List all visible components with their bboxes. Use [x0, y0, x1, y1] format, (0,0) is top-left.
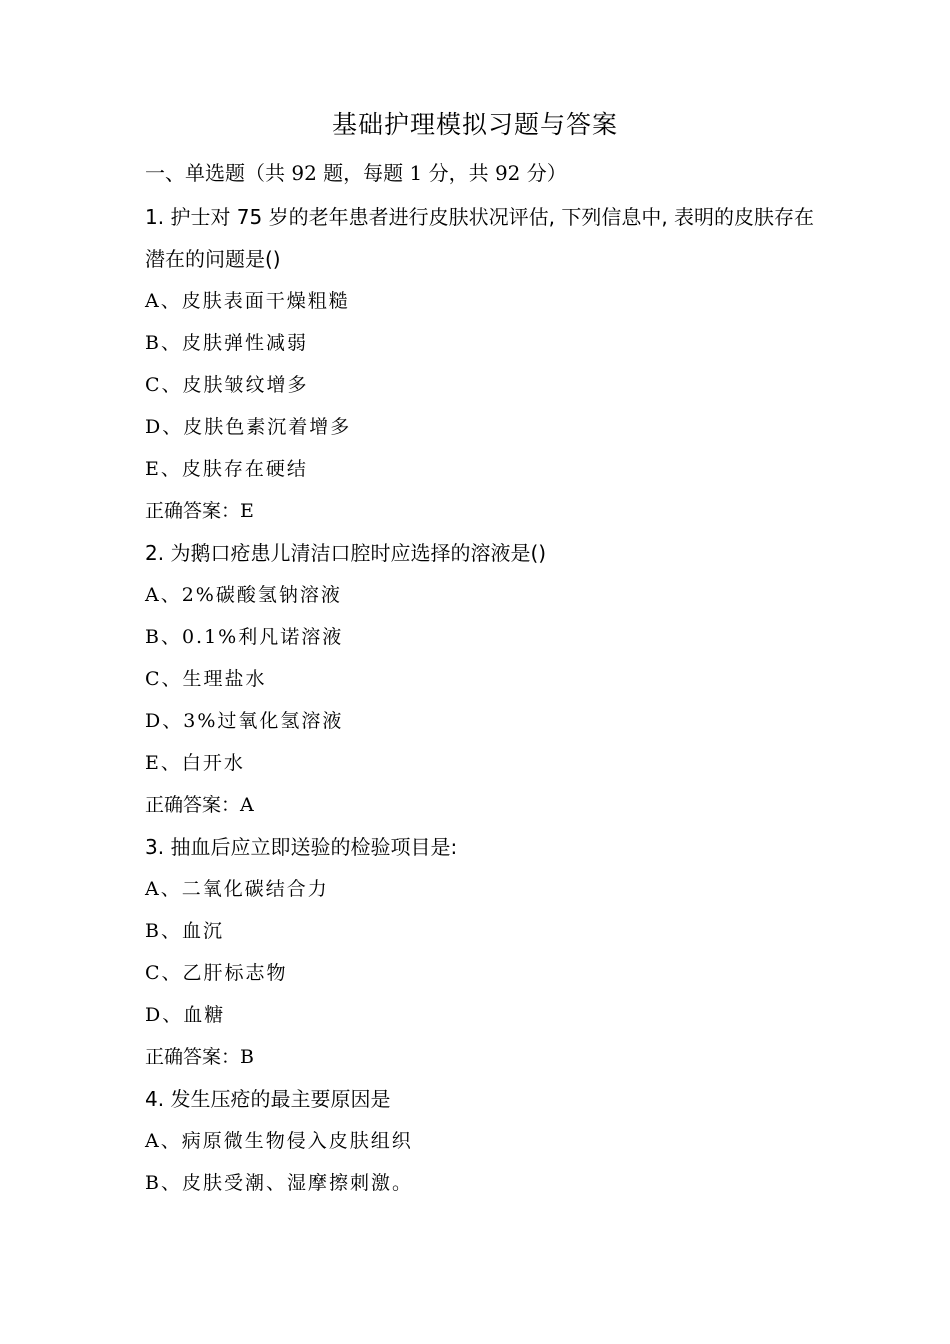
- option-b: B、皮肤受潮、湿摩擦刺激。: [145, 1172, 413, 1194]
- option-a: A、病原微生物侵入皮肤组织: [145, 1130, 413, 1152]
- correct-answer: 正确答案：B: [145, 1046, 254, 1068]
- option-b: B、0.1%利凡诺溶液: [145, 626, 344, 648]
- option-d: D、血糖: [145, 1004, 226, 1026]
- option-a: A、二氧化碳结合力: [145, 878, 329, 900]
- option-c: C、生理盐水: [145, 668, 267, 690]
- option-d: D、3%过氧化氢溶液: [145, 710, 344, 732]
- document-title: 基础护理模拟习题与答案: [331, 110, 618, 139]
- question-stem: 2. 为鹅口疮患儿清洁口腔时应选择的溶液是(): [145, 541, 547, 565]
- question-list: [145, 196, 825, 1204]
- option-c: C、皮肤皱纹增多: [145, 374, 309, 396]
- question-2: [145, 532, 825, 826]
- option-a: A、2%碳酸氢钠溶液: [145, 584, 342, 606]
- question-stem: 3. 抽血后应立即送验的检验项目是:: [145, 835, 458, 859]
- option-e: E、皮肤存在硬结: [145, 458, 308, 480]
- section-heading: 一、单选题（共 92 题，每题 1 分，共 92 分）: [145, 161, 567, 185]
- correct-answer: 正确答案：A: [145, 794, 254, 816]
- option-b: B、皮肤弹性减弱: [145, 332, 308, 354]
- option-e: E、白开水: [145, 752, 245, 774]
- question-stem: 1. 护士对 75 岁的老年患者进行皮肤状况评估, 下列信息中, 表明的皮肤存在潜在的问题是(): [145, 205, 815, 271]
- option-a: A、皮肤表面干燥粗糙: [145, 290, 350, 312]
- option-b: B、血沉: [145, 920, 224, 942]
- question-stem: 4. 发生压疮的最主要原因是: [145, 1087, 391, 1111]
- question-3: [145, 826, 825, 1078]
- question-1: [145, 196, 825, 532]
- question-4: [145, 1078, 825, 1204]
- option-c: C、乙肝标志物: [145, 962, 288, 984]
- option-d: D、皮肤色素沉着增多: [145, 416, 352, 438]
- correct-answer: 正确答案：E: [145, 500, 254, 522]
